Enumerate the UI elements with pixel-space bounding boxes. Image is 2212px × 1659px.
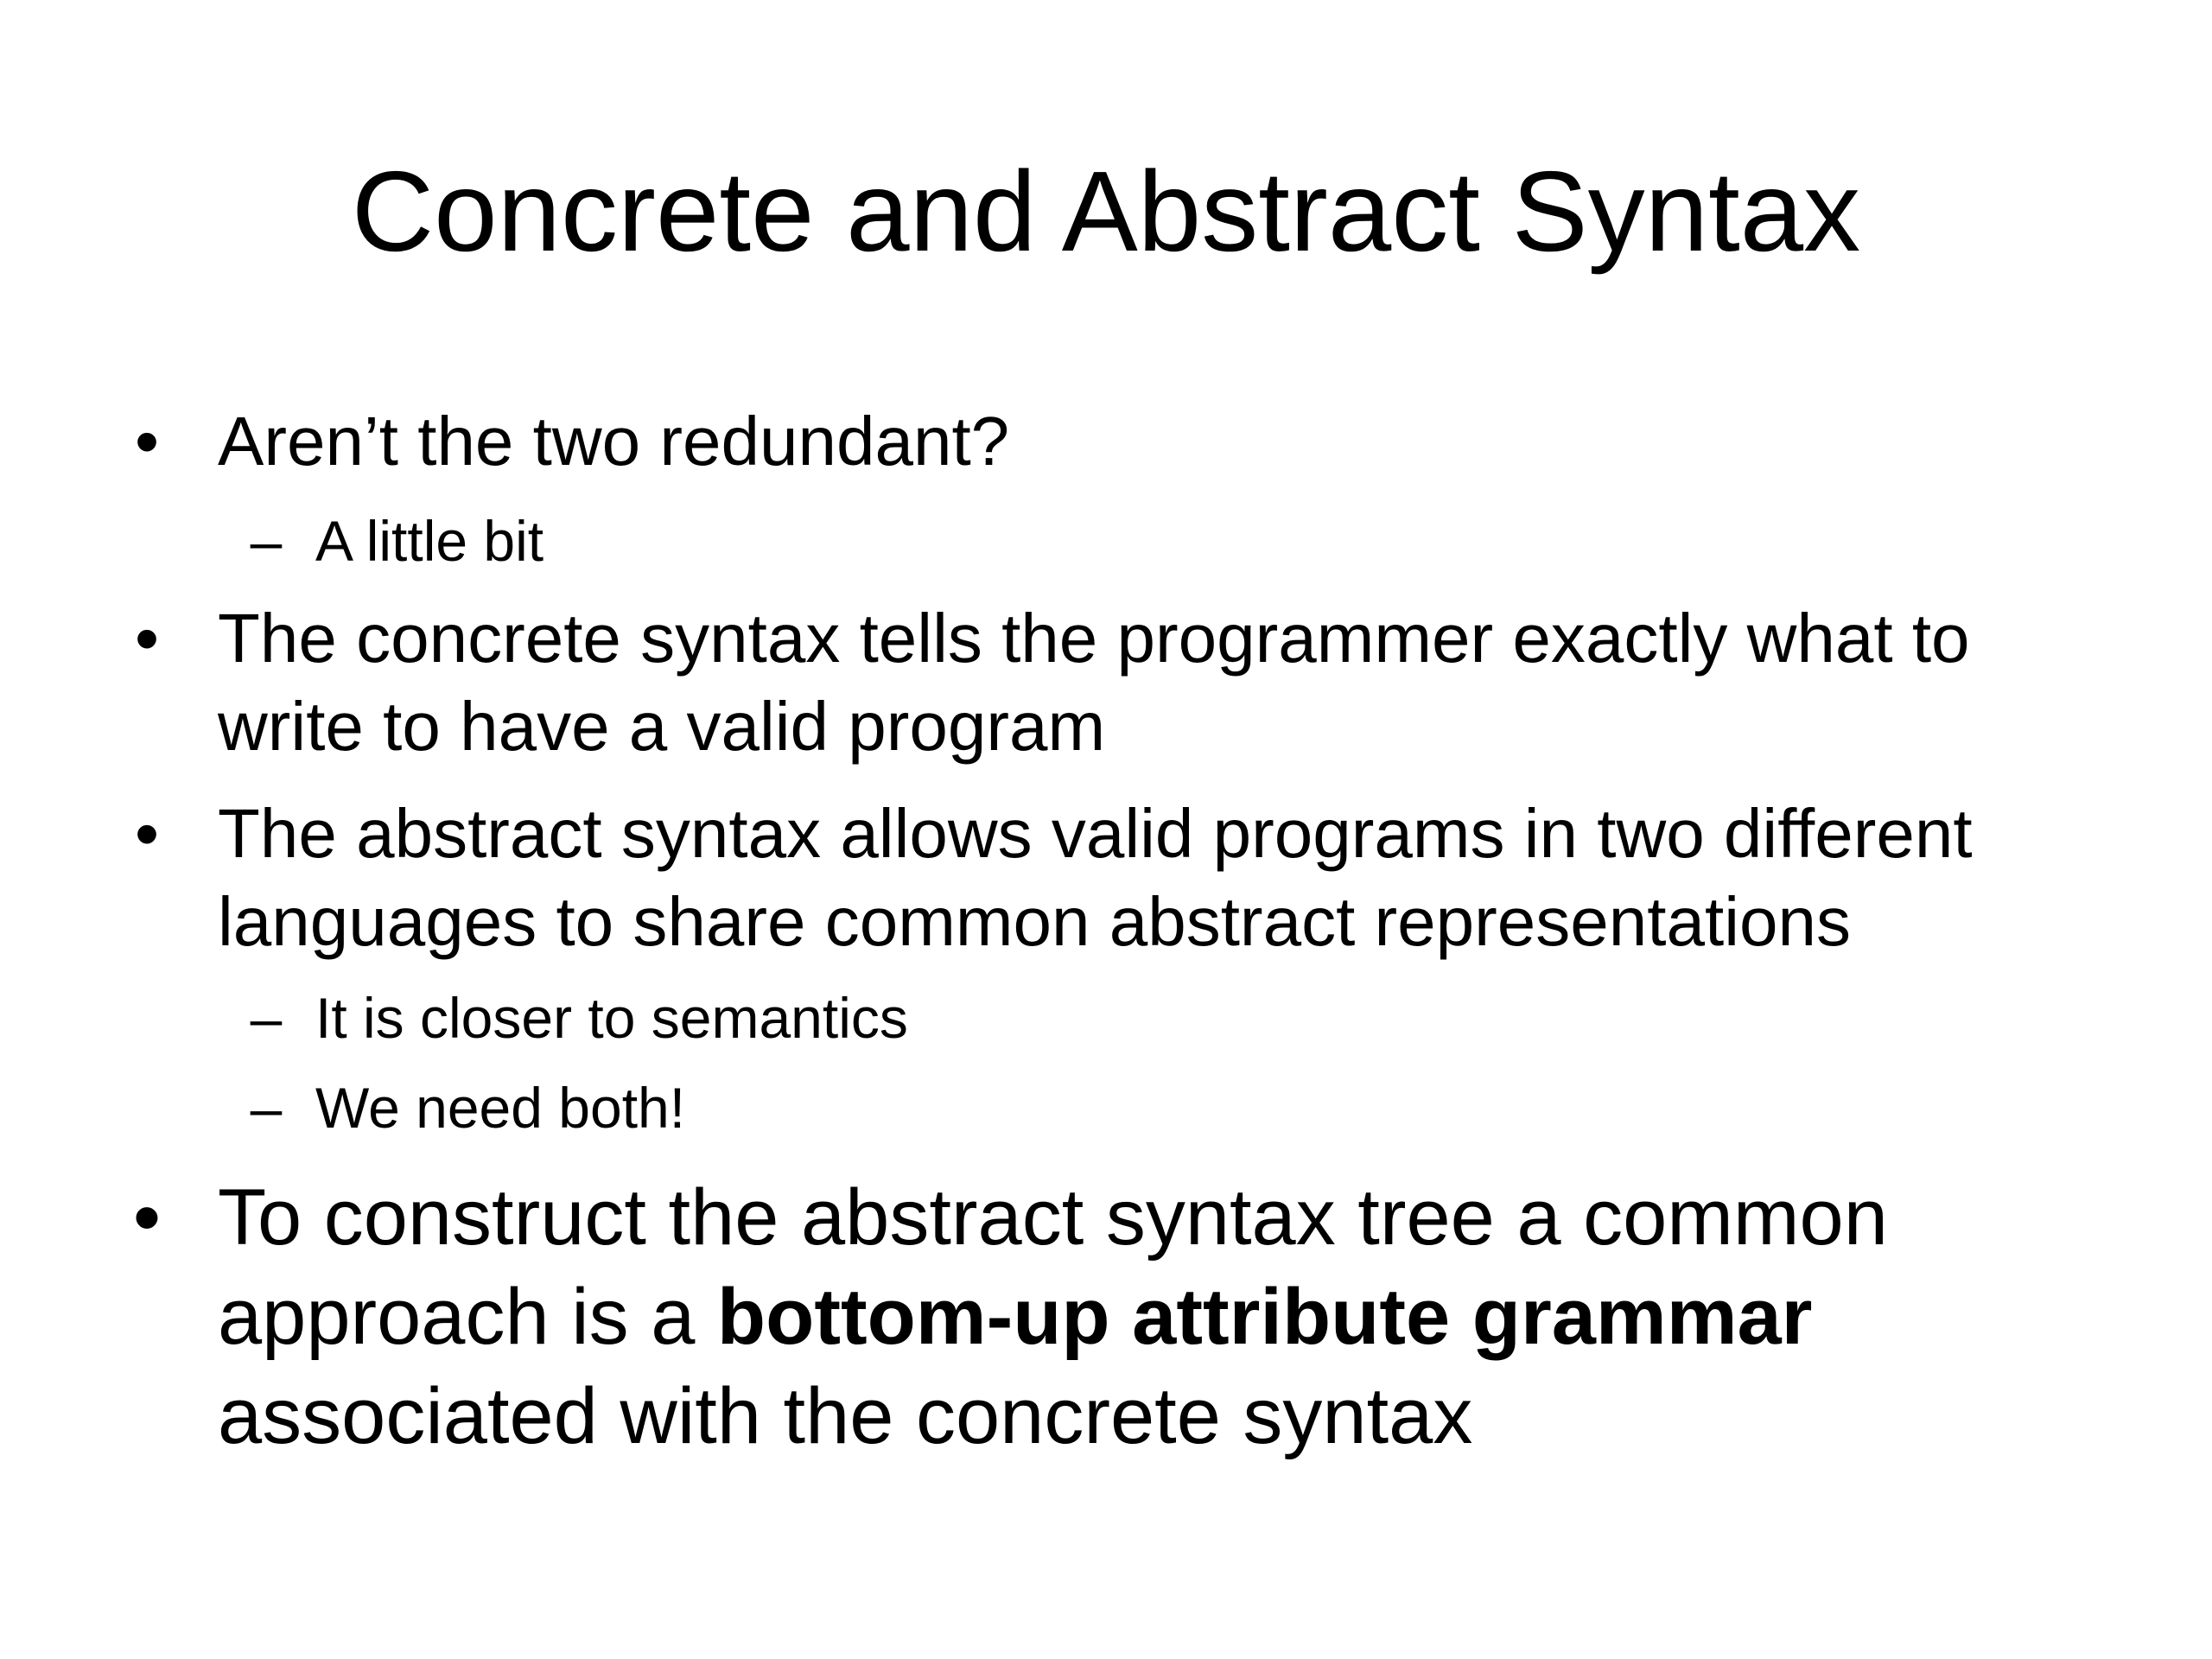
sub-bullet-need-both <box>0 1071 2212 1144</box>
sub-bullet-little-bit <box>0 505 2212 577</box>
bullet-abstract-syntax <box>0 790 2212 966</box>
bullet-dot: • <box>134 795 159 872</box>
sub-bullet-text: A little bit <box>315 509 544 573</box>
bullet-concrete-syntax <box>0 594 2212 771</box>
bullet-line: associated with the concrete syntax <box>218 1372 1473 1460</box>
bullet-text: Aren’t the two redundant? <box>218 403 1010 480</box>
sub-bullet-text: It is closer to semantics <box>315 986 908 1050</box>
bullet-line: languages to share common abstract representations <box>218 883 1851 960</box>
bullet-line: write to have a valid program <box>218 688 1106 765</box>
bold-term: bottom-up attribute grammar <box>716 1273 1813 1361</box>
bullet-text <box>218 594 1970 771</box>
bullet-dot: • <box>134 403 159 480</box>
bullet-line: The abstract syntax allows valid programs in two different <box>218 795 1973 872</box>
bullet-redundant <box>0 397 2212 486</box>
sub-bullet-text: We need both! <box>315 1076 686 1140</box>
sub-bullet-dash: – <box>250 509 283 573</box>
bullet-construct-ast <box>0 1168 2212 1466</box>
bullet-text <box>218 1168 1888 1466</box>
bullet-dot: • <box>132 1173 162 1262</box>
sub-bullet-closer-semantics <box>0 982 2212 1054</box>
bullet-line <box>218 1268 1888 1367</box>
sub-bullet-dash: – <box>250 986 283 1050</box>
bullet-text <box>218 790 1973 966</box>
bullet-dot: • <box>134 600 159 677</box>
bullet-line: The concrete syntax tells the programmer exactly what to <box>218 600 1970 677</box>
sub-bullet-dash: – <box>250 1076 283 1140</box>
slide-title: Concrete and Abstract Syntax <box>351 148 1861 275</box>
bullet-line-prefix: approach is a <box>218 1273 717 1361</box>
bullet-line: To construct the abstract syntax tree a common <box>218 1173 1888 1262</box>
